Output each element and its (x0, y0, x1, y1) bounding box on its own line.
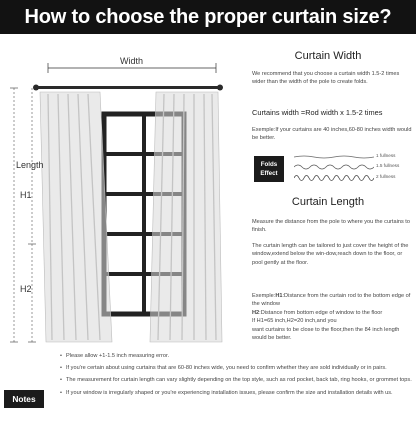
note-item: • If you're certain about using curtains that are 60-80 inches wide, you need to confirm whether they are sold individually or in pairs. (60, 364, 412, 372)
curtain-drawing (0, 36, 238, 348)
curtain-width-intro: We recommend that you choose a curtain width 1.5-2 times wider than the width of the pole to create folds. (252, 71, 400, 86)
fold-row-3 (294, 173, 414, 183)
fold-wave-3 (294, 173, 374, 183)
fold-wave-2 (294, 162, 374, 172)
note-item: • Please allow +1-1.5 inch measuring error. (60, 352, 412, 360)
curtain-length-title: Curtain Length (291, 196, 365, 208)
header-bar (0, 0, 416, 34)
width-example: Exemple:If your curtains are 40 inches,60-80 inches width would be better. (252, 127, 412, 142)
length-example-4: want curtains to be close to the floor,then the 84 inch length would be better. (252, 327, 400, 342)
curtain-illustration (0, 36, 238, 348)
width-formula: Curtains width =Rod width x 1.5-2 times (252, 108, 383, 117)
notes-list (60, 352, 412, 401)
width-label: Width (120, 56, 144, 66)
note-item: • If your window is irregularly shaped or you're experiencing installation issues, please confirm the size and installation details with us. (60, 389, 412, 397)
length-paragraph-2: The curtain length can be tailored to just cover the height of the window,extend below the win-dow,reach down to the floor, or pool gently at the floor. (252, 243, 409, 266)
folds-effect-label: Folds Effect (254, 156, 284, 182)
fold-row-1 (294, 152, 414, 162)
fold-row-2 (294, 162, 414, 172)
fullness-2-label: 2 fullness (376, 174, 396, 179)
length-paragraph-1: Measure the distance from the pole to where you the curtains to finish. (252, 219, 410, 234)
length-label: Length (16, 160, 44, 170)
h1-label: H1 (20, 190, 32, 200)
fullness-1-label: 1 fullness (376, 153, 396, 158)
fullness-15-label: 1.5 fullness (376, 163, 400, 168)
fold-wave-1 (294, 152, 374, 162)
note-item: • The measurement for curtain length can vary slightly depending on the top style, such as rod pocket, back tab, ring hooks, or grommet tops. (60, 376, 412, 384)
h2-label: H2 (20, 284, 32, 294)
page-title: How to choose the proper curtain size? (24, 5, 392, 28)
length-example-2: H2:Distance from bottom edge of window to the floor (252, 310, 383, 316)
length-example-3: If H1=65 inch,H2=20 inch,and you (252, 318, 337, 324)
length-example-1: Exemple:H1:Distance from the curtain rod to the bottom edge of the window (252, 293, 411, 308)
curtain-width-title: Curtain Width (294, 50, 362, 62)
notes-label: Notes (4, 390, 44, 408)
